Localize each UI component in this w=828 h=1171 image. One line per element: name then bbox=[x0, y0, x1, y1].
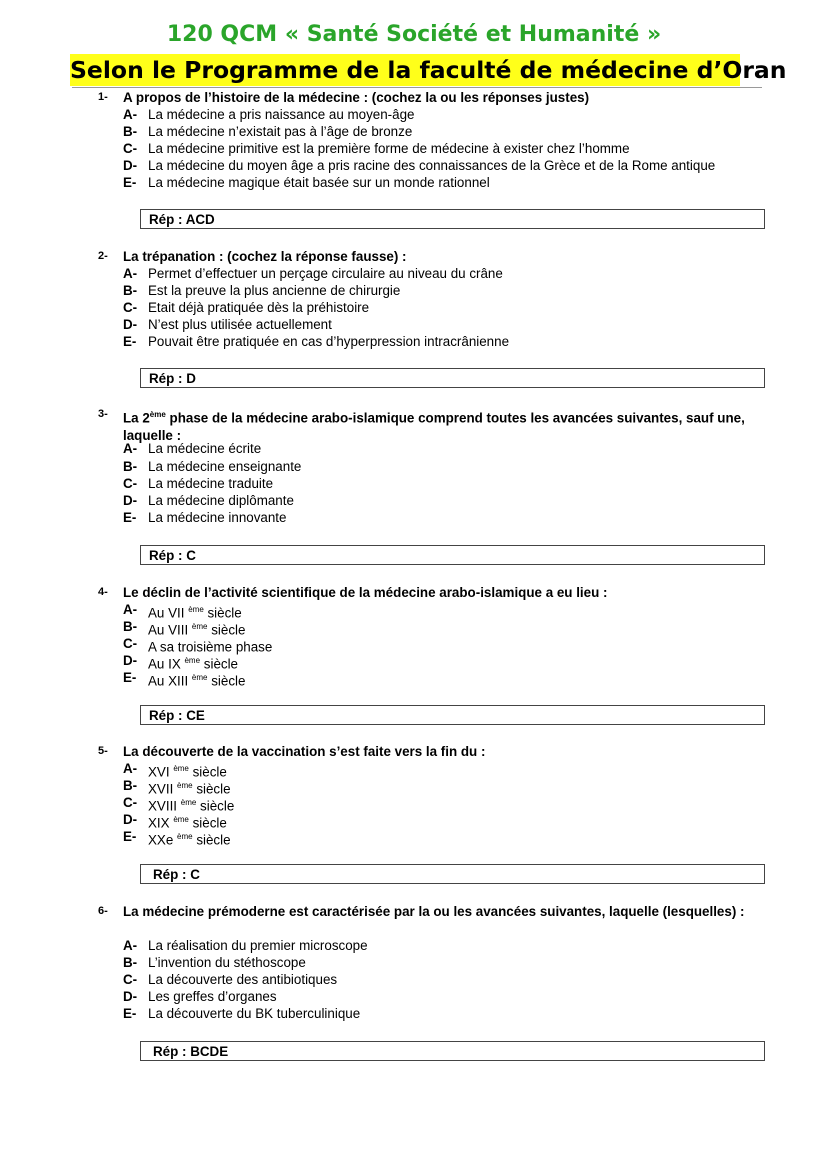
option-text: Etait déjà pratiquée dès la préhistoire bbox=[148, 300, 370, 315]
option-text: La médecine enseignante bbox=[148, 459, 302, 474]
option-text: La médecine n’existait pas à l’âge de bronze bbox=[148, 124, 413, 139]
option-letter: C- bbox=[123, 141, 138, 156]
option-text: La médecine primitive est la première forme de médecine à exister chez l’homme bbox=[148, 141, 630, 156]
option-text: N’est plus utilisée actuellement bbox=[148, 317, 332, 332]
option-text: XVII $^{ème}$ siècle bbox=[148, 781, 231, 797]
question-number: 1- bbox=[98, 91, 108, 103]
option-letter: B- bbox=[123, 283, 138, 298]
option-letter: A- bbox=[123, 602, 138, 617]
option-letter: C- bbox=[123, 476, 138, 491]
question-text: La 2ème phase de la médecine arabo-islamique comprend toutes les avancées suivantes, sauf une, laquelle : bbox=[123, 410, 745, 443]
option-text: XVI $^{ème}$ siècle bbox=[148, 764, 227, 780]
option-text: La médecine a pris naissance au moyen-âge bbox=[148, 107, 415, 122]
answer-text: Rép : ACD bbox=[149, 212, 215, 227]
option-letter: B- bbox=[123, 955, 138, 970]
option-text: Les greffes d’organes bbox=[148, 989, 277, 1004]
option-letter: D- bbox=[123, 493, 138, 508]
answer-text: Rép : C bbox=[153, 867, 200, 882]
header-divider bbox=[72, 87, 762, 88]
answer-text: Rép : D bbox=[149, 371, 196, 386]
answer-box bbox=[140, 545, 765, 565]
question-text: Le déclin de l’activité scientifique de la médecine arabo-islamique a eu lieu : bbox=[123, 585, 608, 600]
answer-box bbox=[140, 705, 765, 725]
option-letter: D- bbox=[123, 317, 138, 332]
answer-box bbox=[140, 864, 765, 884]
option-letter: C- bbox=[123, 795, 138, 810]
option-letter: B- bbox=[123, 459, 138, 474]
question-text: A propos de l’histoire de la médecine : (cochez la ou les réponses justes) bbox=[123, 90, 590, 105]
document-title: 120 QCM « Santé Société et Humanité » bbox=[166, 22, 662, 47]
option-letter: E- bbox=[123, 510, 137, 525]
answer-box bbox=[140, 1041, 765, 1061]
option-letter: E- bbox=[123, 670, 137, 685]
option-letter: B- bbox=[123, 124, 138, 139]
option-text: XIX $^{ème}$ siècle bbox=[148, 815, 227, 831]
option-text: L’invention du stéthoscope bbox=[148, 955, 306, 970]
option-letter: B- bbox=[123, 619, 138, 634]
option-text: La découverte du BK tuberculinique bbox=[148, 1006, 361, 1021]
question-text: La médecine prémoderne est caractérisée par la ou les avancées suivantes, laquelle (lesquelles) : bbox=[123, 904, 745, 919]
option-text: La médecine innovante bbox=[148, 510, 287, 525]
option-text: La médecine magique était basée sur un monde rationnel bbox=[148, 175, 490, 190]
option-text: La médecine du moyen âge a pris racine des connaissances de la Grèce et de la Rome antique bbox=[148, 158, 716, 173]
question-number: 4- bbox=[98, 586, 108, 598]
option-letter: D- bbox=[123, 812, 138, 827]
option-text: XXe $^{ème}$ siècle bbox=[148, 832, 231, 848]
option-text: Pouvait être pratiquée en cas d’hyperpression intracrânienne bbox=[148, 334, 510, 349]
question-number: 2- bbox=[98, 250, 108, 262]
option-text: La médecine traduite bbox=[148, 476, 274, 491]
option-text: A sa troisième phase bbox=[148, 639, 273, 655]
option-letter: A- bbox=[123, 441, 138, 456]
option-text: La médecine diplômante bbox=[148, 493, 294, 508]
option-letter: C- bbox=[123, 300, 138, 315]
option-letter: D- bbox=[123, 653, 138, 668]
option-letter: A- bbox=[123, 266, 138, 281]
option-text: Est la preuve la plus ancienne de chirurgie bbox=[148, 283, 401, 298]
answer-box bbox=[140, 368, 765, 388]
answer-text: Rép : C bbox=[149, 548, 196, 563]
option-letter: D- bbox=[123, 158, 138, 173]
option-text: XVIII $^{ème}$ siècle bbox=[148, 798, 235, 814]
answer-text: Rép : BCDE bbox=[153, 1044, 229, 1059]
question-text: La découverte de la vaccination s’est faite vers la fin du : bbox=[123, 744, 486, 759]
option-letter: E- bbox=[123, 175, 137, 190]
option-letter: A- bbox=[123, 938, 138, 953]
document-subtitle: Selon le Programme de la faculté de médecine d’Oran bbox=[70, 56, 787, 84]
option-letter: A- bbox=[123, 107, 138, 122]
option-letter: E- bbox=[123, 334, 137, 349]
answer-text: Rép : CE bbox=[149, 708, 205, 723]
question-number: 3- bbox=[98, 408, 108, 420]
option-text: La découverte des antibiotiques bbox=[148, 972, 338, 987]
option-letter: D- bbox=[123, 989, 138, 1004]
subtitle-highlight bbox=[70, 54, 787, 86]
option-text: Au VII $^{ème}$ siècle bbox=[148, 605, 242, 621]
option-letter: B- bbox=[123, 778, 138, 793]
option-text: Permet d’effectuer un perçage circulaire au niveau du crâne bbox=[148, 266, 503, 281]
option-text: Au XIII $^{ème}$ siècle bbox=[148, 673, 246, 689]
option-letter: C- bbox=[123, 972, 138, 987]
option-letter: E- bbox=[123, 829, 137, 844]
answer-box bbox=[140, 209, 765, 229]
question-text: La trépanation : (cochez la réponse fausse) : bbox=[123, 249, 407, 264]
option-letter: A- bbox=[123, 761, 138, 776]
option-letter: E- bbox=[123, 1006, 137, 1021]
option-text: La réalisation du premier microscope bbox=[148, 938, 368, 953]
option-text: La médecine écrite bbox=[148, 441, 262, 456]
question-number: 5- bbox=[98, 745, 108, 757]
option-letter: C- bbox=[123, 636, 138, 651]
question-number: 6- bbox=[98, 905, 108, 917]
option-text: Au VIII $^{ème}$ siècle bbox=[148, 622, 246, 638]
option-text: Au IX $^{ème}$ siècle bbox=[148, 656, 239, 672]
